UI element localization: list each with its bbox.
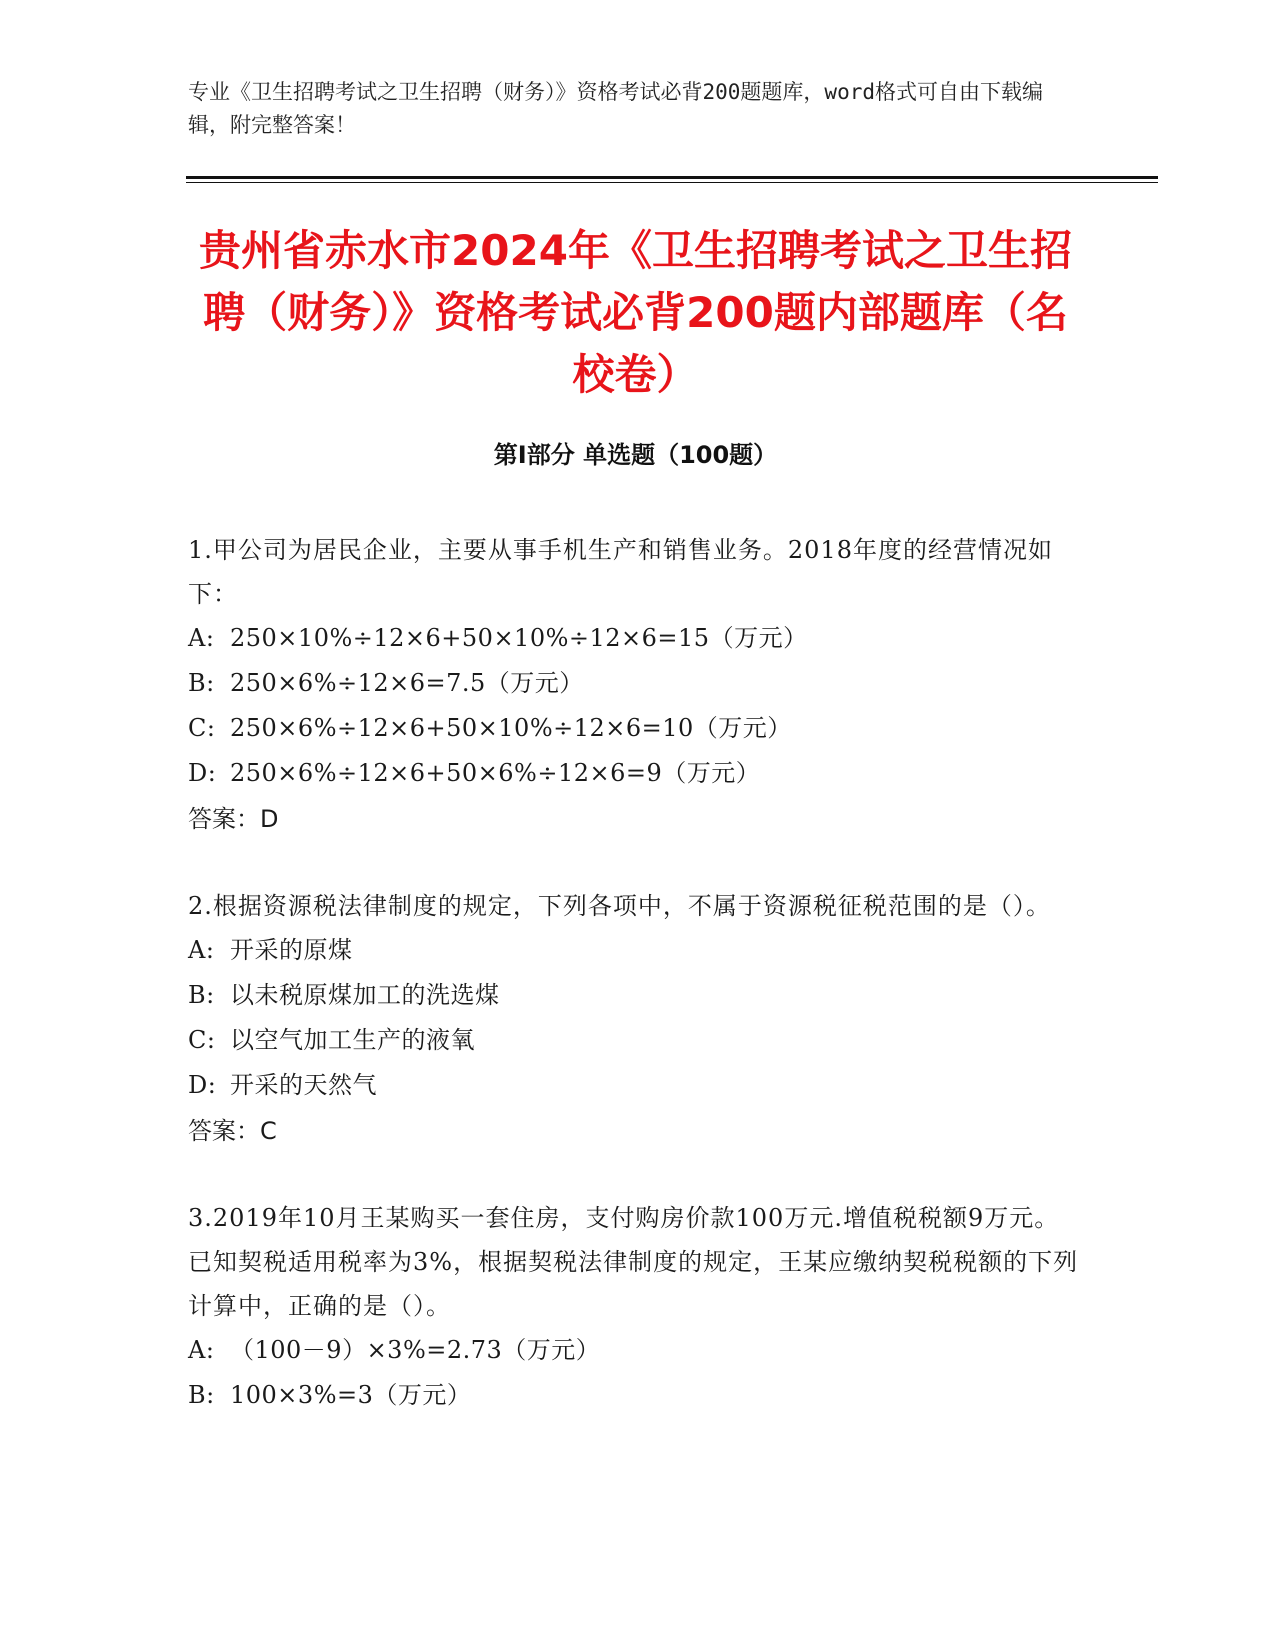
option-letter: A: <box>188 624 215 652</box>
option-b <box>188 1373 1083 1418</box>
option-letter: D: <box>188 759 217 787</box>
option-letter: A: <box>188 936 215 964</box>
question-2 <box>188 884 1083 1154</box>
option-d <box>188 751 1083 796</box>
option-letter: B: <box>188 981 215 1009</box>
question-3 <box>188 1196 1083 1418</box>
option-letter: C: <box>188 714 216 742</box>
header-divider-thin <box>186 182 1158 183</box>
answer-line: 答案：D <box>188 805 279 833</box>
question-text: 2.根据资源税法律制度的规定，下列各项中，不属于资源税征税范围的是（）。 <box>188 892 1051 920</box>
header-note: 专业《卫生招聘考试之卫生招聘（财务）》资格考试必背200题题库，word格式可自由下载编辑，附完整答案！ <box>188 80 1043 137</box>
option-text: 250×10%÷12×6+50×10%÷12×6=15（万元） <box>230 624 808 652</box>
option-a <box>188 1328 1083 1373</box>
option-text: 以空气加工生产的液氧 <box>230 1026 475 1054</box>
option-letter: A: <box>188 1336 215 1364</box>
option-text: 250×6%÷12×6+50×10%÷12×6=10（万元） <box>230 714 792 742</box>
question-text: 3.2019年10月王某购买一套住房，支付购房价款100万元.增值税税额9万元。已知契税适用税率为3%，根据契税法律制度的规定，王某应缴纳契税税额的下列计算中，正确的是（）。 <box>188 1204 1079 1320</box>
option-text: 100×3%=3（万元） <box>230 1381 472 1409</box>
option-text: （100－9）×3%=2.73（万元） <box>230 1336 601 1364</box>
option-text: 250×6%÷12×6=7.5（万元） <box>230 669 584 697</box>
question-text: 1.甲公司为居民企业，主要从事手机生产和销售业务。2018年度的经营情况如下： <box>188 536 1053 608</box>
option-b <box>188 661 1083 706</box>
option-c <box>188 1018 1083 1063</box>
header-divider <box>186 176 1158 179</box>
option-text: 开采的原煤 <box>230 936 353 964</box>
question-list <box>188 528 1083 1460</box>
option-text: 以未税原煤加工的洗选煤 <box>230 981 500 1009</box>
option-b <box>188 973 1083 1018</box>
option-a <box>188 616 1083 661</box>
option-text: 250×6%÷12×6+50×6%÷12×6=9（万元） <box>230 759 761 787</box>
question-1 <box>188 528 1083 842</box>
option-letter: B: <box>188 1381 215 1409</box>
option-letter: D: <box>188 1071 217 1099</box>
option-letter: C: <box>188 1026 216 1054</box>
answer-line: 答案：C <box>188 1117 277 1145</box>
section-heading: 第Ⅰ部分 单选题（100题） <box>493 441 778 469</box>
option-letter: B: <box>188 669 215 697</box>
option-a <box>188 928 1083 973</box>
option-c <box>188 706 1083 751</box>
document-title: 贵州省赤水市2024年《卫生招聘考试之卫生招聘（财务）》资格考试必背200题内部题库（名校卷） <box>199 226 1072 399</box>
option-text: 开采的天然气 <box>230 1071 377 1099</box>
option-d <box>188 1063 1083 1108</box>
